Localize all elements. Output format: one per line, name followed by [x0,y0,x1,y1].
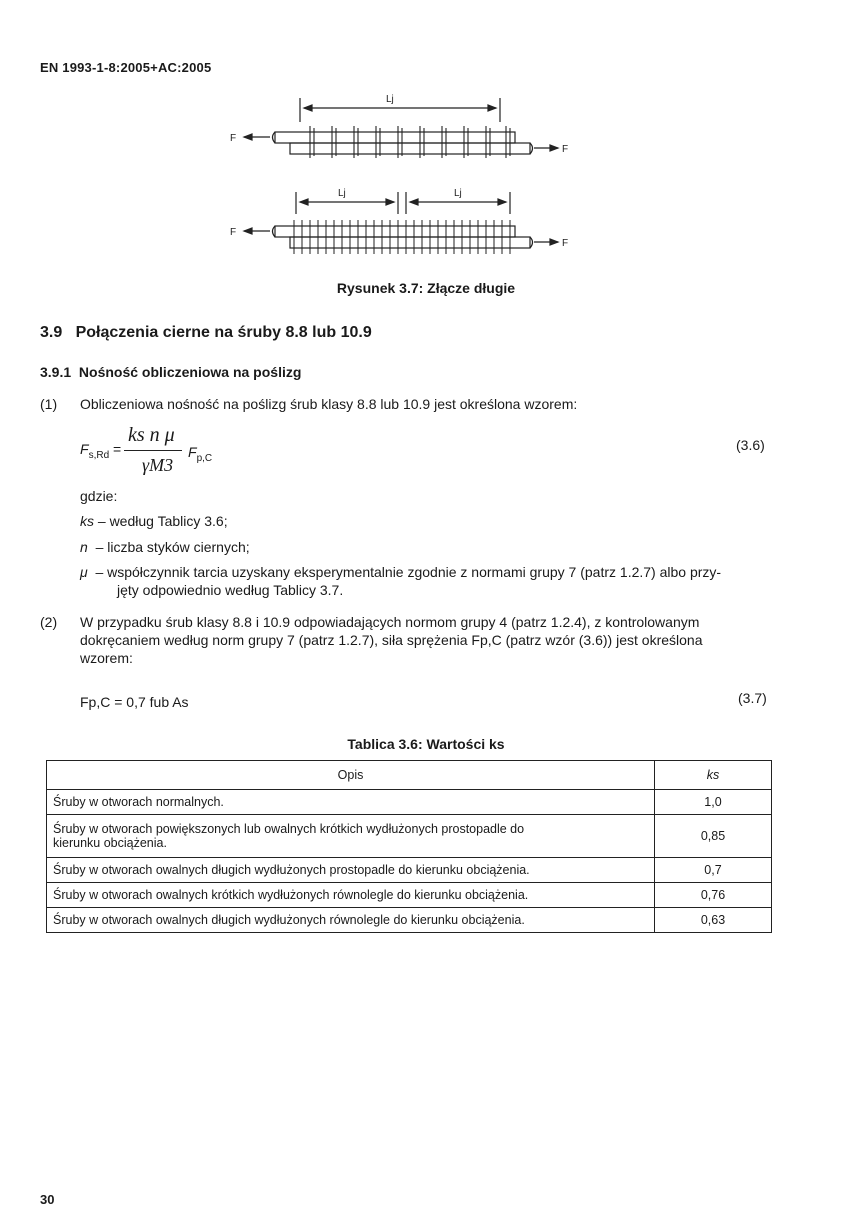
label-lj-top: Lj [386,94,394,105]
label-lj-bottom-left: Lj [338,188,346,199]
section-heading [40,324,372,342]
where-item-mu-cont: jęty odpowiednio według Tablicy 3.7. [117,582,344,598]
eq36-numerator: ks n μ [128,424,175,446]
label-f-bottom-right: F [562,238,569,249]
where-item-ks: ks – według Tablicy 3.6; [80,513,228,529]
label-f-bottom-left: F [230,227,237,238]
subsection-number: 3.9.1 [40,364,72,380]
eq37-number: (3.7) [738,690,767,706]
long-joint-figure [220,92,580,272]
clause1-number: (1) [40,396,58,412]
row-desc: Śruby w otworach owalnych krótkich wydłużonych równolegle do kierunku obciążenia. [47,883,655,908]
section-number: 3.9 [40,324,63,341]
standard-header: EN 1993-1-8:2005+AC:2005 [40,60,212,75]
table-caption: Tablica 3.6: Wartości ks [347,736,505,752]
row-desc: Śruby w otworach normalnych. [47,790,655,815]
table-row [47,908,772,933]
row-desc: Śruby w otworach owalnych długich wydłużonych prostopadle do kierunku obciążenia. [47,858,655,883]
figure-caption: Rysunek 3.7: Złącze długie [336,280,516,296]
clause1-text: Obliczeniowa nośność na poślizg śrub klasy 8.8 lub 10.9 jest określona wzorem: [80,396,578,412]
clause2-line3: wzorem: [80,650,133,666]
where-item-n: n – liczba styków ciernych; [80,539,250,555]
subsection-heading [40,364,301,380]
eq36-lhs: $F_{s,Rd}$ = [80,441,122,461]
clause2-line2: dokręcaniem według norm grupy 7 (patrz 1.2.7), siła sprężenia Fp,C (patrz wzór (3.6)) jest określona [80,632,703,648]
eq36-number: (3.6) [736,437,765,453]
eq36-denominator: γM3 [142,455,174,475]
ks-table [46,760,772,933]
row-value: 0,7 [655,858,772,883]
row-desc: Śruby w otworach owalnych długich wydłużonych równolegle do kierunku obciążenia. [47,908,655,933]
header-desc: Opis [47,761,655,790]
row-value: 0,76 [655,883,772,908]
table-row [47,815,772,858]
page-number: 30 [40,1192,55,1207]
label-f-top-left: F [230,133,237,144]
table-row [47,790,772,815]
label-lj-bottom-right: Lj [454,188,462,199]
where-item-mu: μ – współczynnik tarcia uzyskany eksperymentalnie zgodnie z normami grupy 7 (patrz 1.2.7) albo przy- [80,564,722,580]
table-header-row [47,761,772,790]
where-intro: gdzie: [80,488,118,504]
eq36-fraction-bar [124,450,182,451]
section-title: Połączenia cierne na śruby 8.8 lub 10.9 [75,324,372,341]
eq37-formula: Fp,C = 0,7 fub As [80,694,189,710]
table-row [47,883,772,908]
row-value: 1,0 [655,790,772,815]
table-row [47,858,772,883]
row-value: 0,85 [655,815,772,858]
subsection-title: Nośność obliczeniowa na poślizg [78,364,302,380]
row-desc: Śruby w otworach powiększonych lub owalnych krótkich wydłużonych prostopadle do kierunku obciążenia. [47,815,655,858]
clause2-number: (2) [40,614,58,630]
clause2-line1: W przypadku śrub klasy 8.8 i 10.9 odpowiadających normom grupy 4 (patrz 1.2.4), z kontrolowanym [80,614,700,630]
row-value: 0,63 [655,908,772,933]
eq36-rhs: $F_{p,C}$ [188,444,213,464]
label-f-top-right: F [562,144,569,155]
header-ks: ks [655,761,772,790]
